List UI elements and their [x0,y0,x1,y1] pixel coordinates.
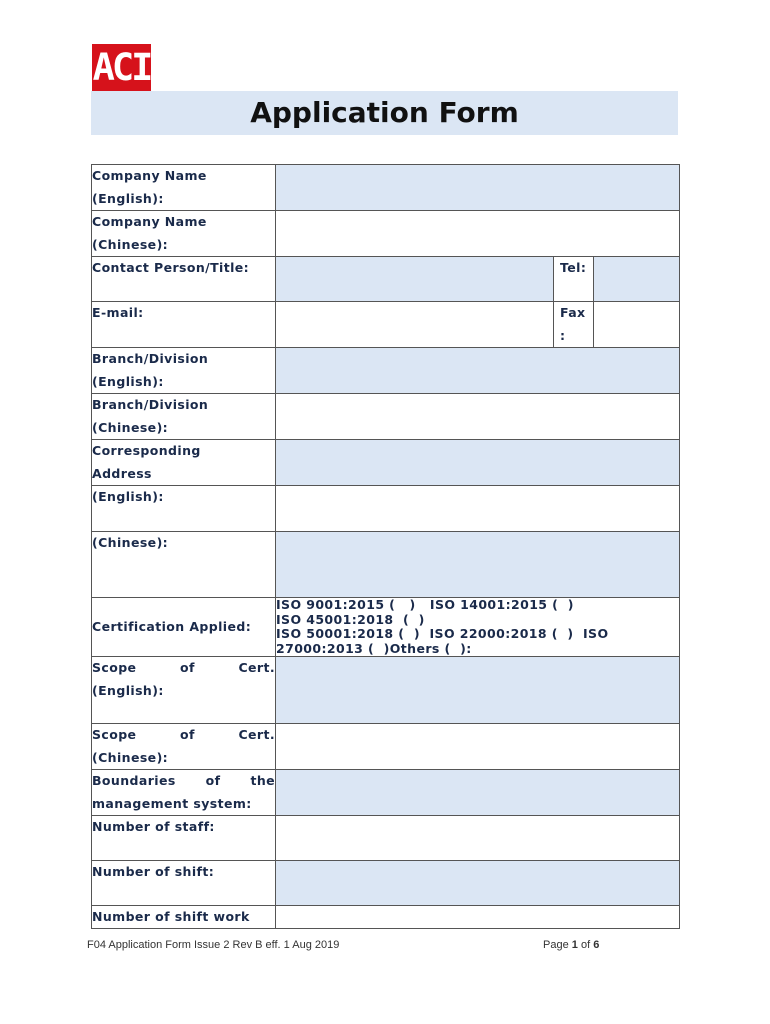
row-number-of-shift-work [92,906,680,929]
row-certification [92,598,680,657]
page-title: Application Form [250,96,519,129]
label-address-en: (English): [92,486,276,532]
input-email[interactable] [276,302,554,348]
label-branch-cn: Branch/Division (Chinese): [92,394,276,440]
label-fax: Fax : [554,302,594,348]
row-scope-en [92,657,680,724]
input-contact-person[interactable] [276,257,554,302]
row-address-en [92,486,680,532]
label-number-of-staff: Number of staff: [92,816,276,861]
row-branch-cn [92,394,680,440]
input-branch-cn[interactable] [276,394,680,440]
row-number-of-shift [92,861,680,906]
input-fax[interactable] [594,302,680,348]
label-scope-cn: Scope of Cert. (Chinese): [92,724,276,770]
label-boundaries: Boundaries of the management system: [92,770,276,816]
label-branch-en: Branch/Division (English): [92,348,276,394]
input-address-en[interactable] [276,486,680,532]
row-scope-cn [92,724,680,770]
cert-option-line: ISO 9001:2015 ( ) ISO 14001:2015 ( ) [276,597,574,612]
label-number-of-shift-work: Number of shift work [92,906,276,929]
cert-option-line: ISO 50001:2018 ( ) ISO 22000:2018 ( ) ISO [276,626,609,641]
label-contact-person: Contact Person/Title: [92,257,276,302]
certification-options[interactable] [276,598,680,657]
label-tel: Tel: [554,257,594,302]
footer-doc-ref: F04 Application Form Issue 2 Rev B eff. 1 Aug 2019 [87,939,340,951]
input-branch-en[interactable] [276,348,680,394]
label-corresponding-address: Corresponding Address [92,440,276,486]
label-number-of-shift: Number of shift: [92,861,276,906]
aci-logo: ACI [92,46,151,89]
row-email [92,302,680,348]
application-form-table [91,164,680,929]
input-number-of-staff[interactable] [276,816,680,861]
row-branch-en [92,348,680,394]
cert-option-line: ISO 45001:2018 ( ) [276,611,425,627]
input-number-of-shift-work[interactable] [276,906,680,929]
input-scope-en[interactable] [276,657,680,724]
input-company-name-en[interactable] [276,165,680,211]
label-address-cn: (Chinese): [92,532,276,598]
input-address-cn[interactable] [276,532,680,598]
label-email: E-mail: [92,302,276,348]
input-scope-cn[interactable] [276,724,680,770]
title-band [91,91,678,135]
input-company-name-cn[interactable] [276,211,680,257]
row-company-name-cn [92,211,680,257]
row-contact [92,257,680,302]
input-tel[interactable] [594,257,680,302]
row-number-of-staff [92,816,680,861]
row-boundaries [92,770,680,816]
label-certification-applied: Certification Applied: [92,598,276,657]
label-scope-en: Scope of Cert. (English): [92,657,276,724]
row-corresponding-address [92,440,680,486]
input-boundaries[interactable] [276,770,680,816]
input-number-of-shift[interactable] [276,861,680,906]
label-company-name-en: Company Name (English): [92,165,276,211]
cert-option-line: 27000:2013 ( )Others ( ): [276,640,472,656]
row-address-cn [92,532,680,598]
label-company-name-cn: Company Name (Chinese): [92,211,276,257]
footer-page-number: Page 1 of 6 [543,939,600,951]
row-company-name-en [92,165,680,211]
input-corresponding-address[interactable] [276,440,680,486]
